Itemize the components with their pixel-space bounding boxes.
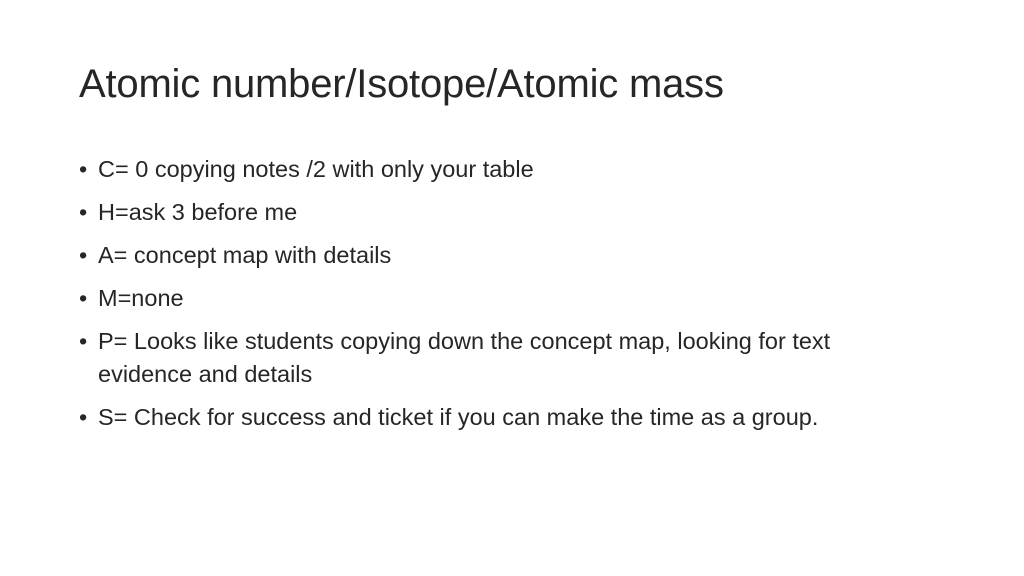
bullet-text-a: A= concept map with details [98,242,392,268]
bullet-item-s [79,401,929,434]
bullet-item-m [79,282,929,315]
bullet-list [79,153,929,444]
slide-title: Atomic number/Isotope/Atomic mass [79,62,724,106]
bullet-text-c: C= 0 copying notes /2 with only your table [98,156,534,182]
bullet-item-p [79,325,929,391]
bullet-item-h [79,196,929,229]
bullet-dot-icon: • [79,328,88,354]
bullet-dot-icon: • [79,156,88,182]
bullet-text-s: S= Check for success and ticket if you can make the time as a group. [98,404,819,430]
bullet-dot-icon: • [79,199,88,225]
bullet-item-a [79,239,929,272]
bullet-dot-icon: • [79,404,88,430]
bullet-dot-icon: • [79,285,88,311]
bullet-text-p: P= Looks like students copying down the concept map, looking for text evidence and details [98,328,831,387]
bullet-dot-icon: • [79,242,88,268]
bullet-item-c [79,153,929,186]
bullet-text-m: M=none [98,285,184,311]
bullet-text-h: H=ask 3 before me [98,199,298,225]
